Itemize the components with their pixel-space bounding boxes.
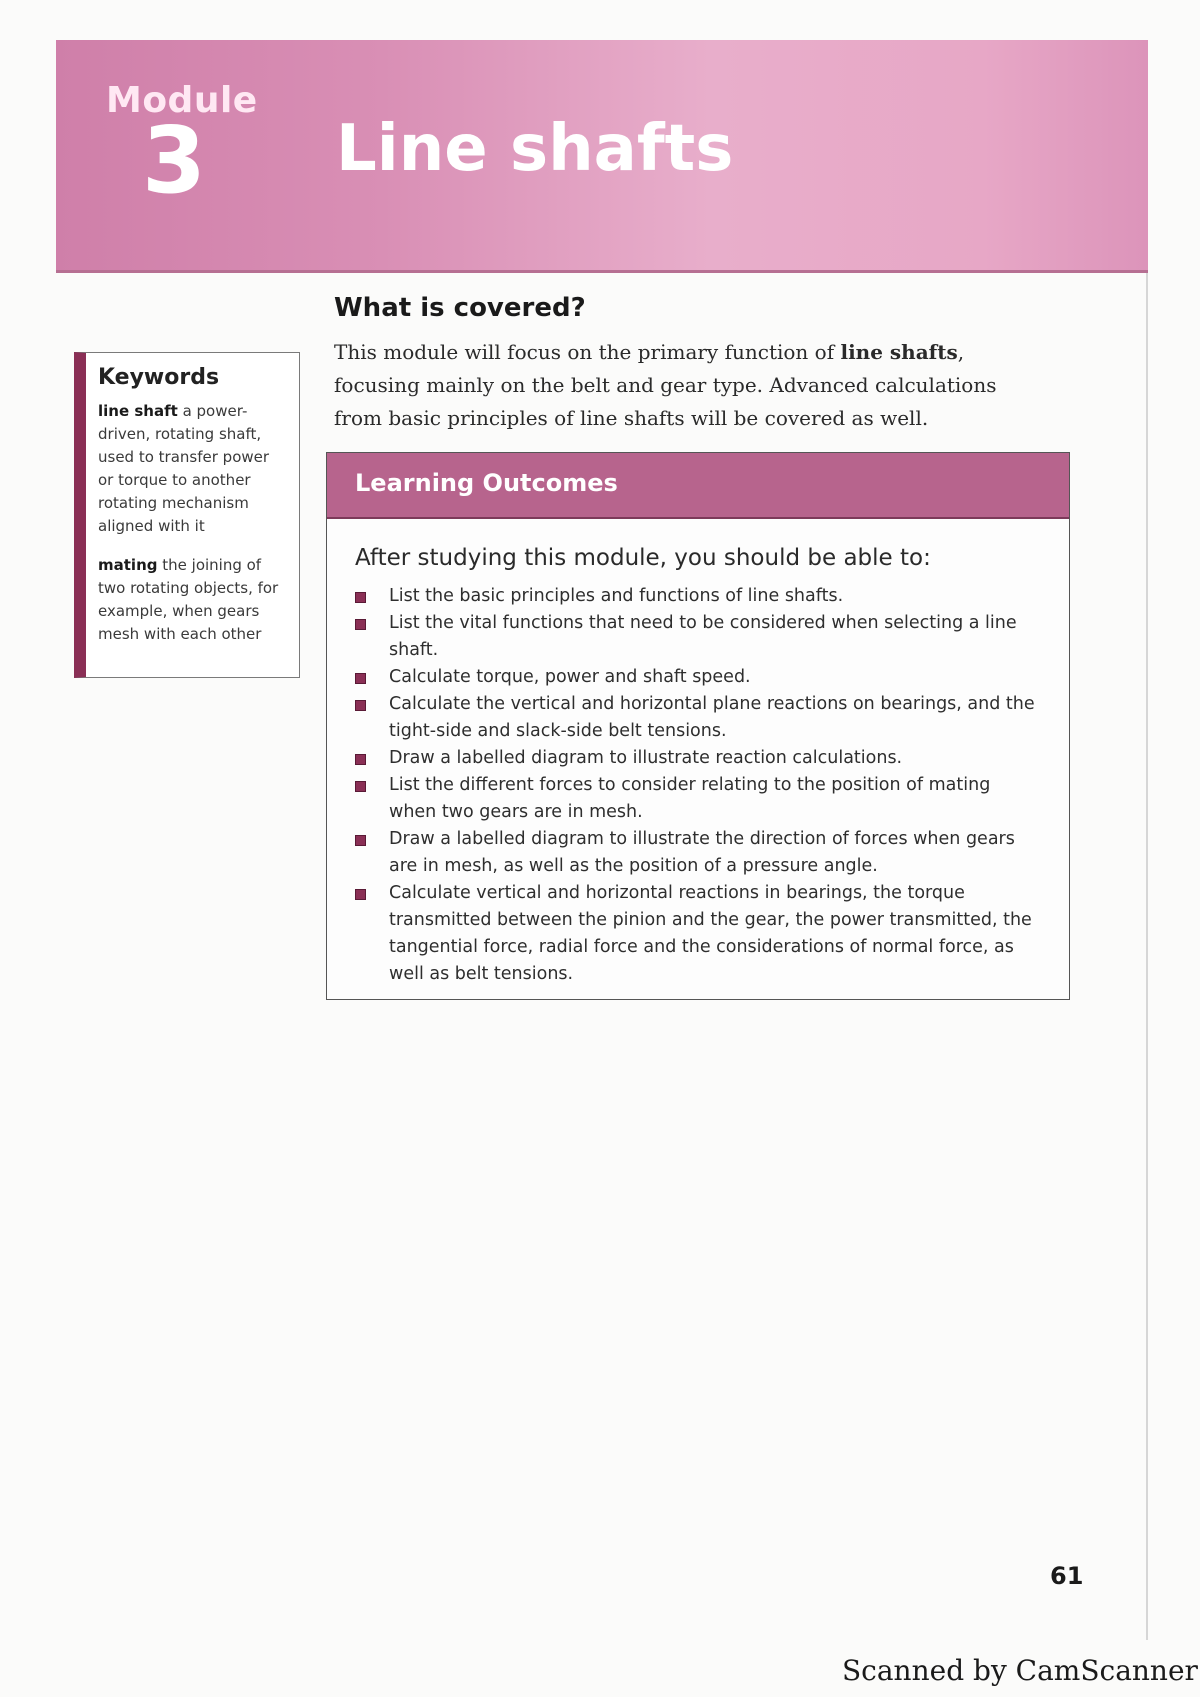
keywords-sidebar bbox=[74, 352, 300, 678]
learning-outcomes-header bbox=[327, 453, 1069, 519]
scanner-watermark: Scanned by CamScanner bbox=[842, 1654, 1198, 1687]
square-bullet-icon bbox=[355, 835, 366, 846]
module-label: Module bbox=[106, 80, 258, 121]
covered-paragraph bbox=[334, 336, 1034, 435]
square-bullet-icon bbox=[355, 781, 366, 792]
keyword-entry bbox=[98, 400, 287, 538]
square-bullet-icon bbox=[355, 619, 366, 630]
page-edge bbox=[1146, 40, 1148, 1640]
keyword-definition: the joining of two rotating objects, for example, when gears mesh with each other bbox=[98, 556, 279, 643]
list-item bbox=[351, 745, 1041, 772]
keyword-definition: a power-driven, rotating shaft, used to transfer power or torque to another rotating mechanism aligned with it bbox=[98, 402, 270, 535]
outcome-text: List the different forces to consider relating to the position of mating when two gears are in mesh. bbox=[389, 775, 991, 822]
covered-text-start: This module will focus on the primary function of bbox=[334, 340, 841, 364]
list-item bbox=[351, 610, 1041, 664]
square-bullet-icon bbox=[355, 673, 366, 684]
square-bullet-icon bbox=[355, 592, 366, 603]
square-bullet-icon bbox=[355, 700, 366, 711]
covered-text-bold: line shafts bbox=[840, 340, 958, 364]
keyword-entry bbox=[98, 554, 287, 646]
list-item bbox=[351, 826, 1041, 880]
outcome-text: Calculate vertical and horizontal reactions in bearings, the torque transmitted between the pinion and the gear, the power transmitted, the tangential force, radial force and the considerations of normal force, as well as belt tensions. bbox=[389, 883, 1032, 984]
module-title: Line shafts bbox=[336, 112, 734, 186]
covered-heading: What is covered? bbox=[334, 293, 586, 323]
keyword-term: line shaft bbox=[98, 402, 178, 420]
list-item bbox=[351, 691, 1041, 745]
outcome-text: List the vital functions that need to be considered when selecting a line shaft. bbox=[389, 613, 1017, 660]
square-bullet-icon bbox=[355, 889, 366, 900]
list-item bbox=[351, 772, 1041, 826]
learning-outcomes-title: Learning Outcomes bbox=[355, 469, 618, 497]
square-bullet-icon bbox=[355, 754, 366, 765]
outcome-text: Draw a labelled diagram to illustrate reaction calculations. bbox=[389, 748, 903, 768]
outcome-text: Calculate the vertical and horizontal plane reactions on bearings, and the tight-side and slack-side belt tensions. bbox=[389, 694, 1035, 741]
outcome-text: List the basic principles and functions of line shafts. bbox=[389, 586, 844, 606]
covered-text-end: , focusing mainly on the belt and gear type. Advanced calculations from basic principles of line shafts will be covered as well. bbox=[334, 340, 997, 430]
page-number: 61 bbox=[1050, 1562, 1084, 1590]
outcome-text: Draw a labelled diagram to illustrate the direction of forces when gears are in mesh, as well as the position of a pressure angle. bbox=[389, 829, 1015, 876]
keywords-title: Keywords bbox=[98, 365, 220, 390]
learning-outcomes-box bbox=[326, 452, 1070, 1000]
module-number: 3 bbox=[142, 107, 207, 214]
learning-outcomes-intro: After studying this module, you should be able to: bbox=[355, 545, 931, 571]
learning-outcomes-list bbox=[351, 583, 1041, 988]
list-item bbox=[351, 664, 1041, 691]
outcome-text: Calculate torque, power and shaft speed. bbox=[389, 667, 751, 687]
list-item bbox=[351, 583, 1041, 610]
keyword-term: mating bbox=[98, 556, 158, 574]
banner-divider bbox=[56, 270, 1148, 273]
list-item bbox=[351, 880, 1041, 988]
